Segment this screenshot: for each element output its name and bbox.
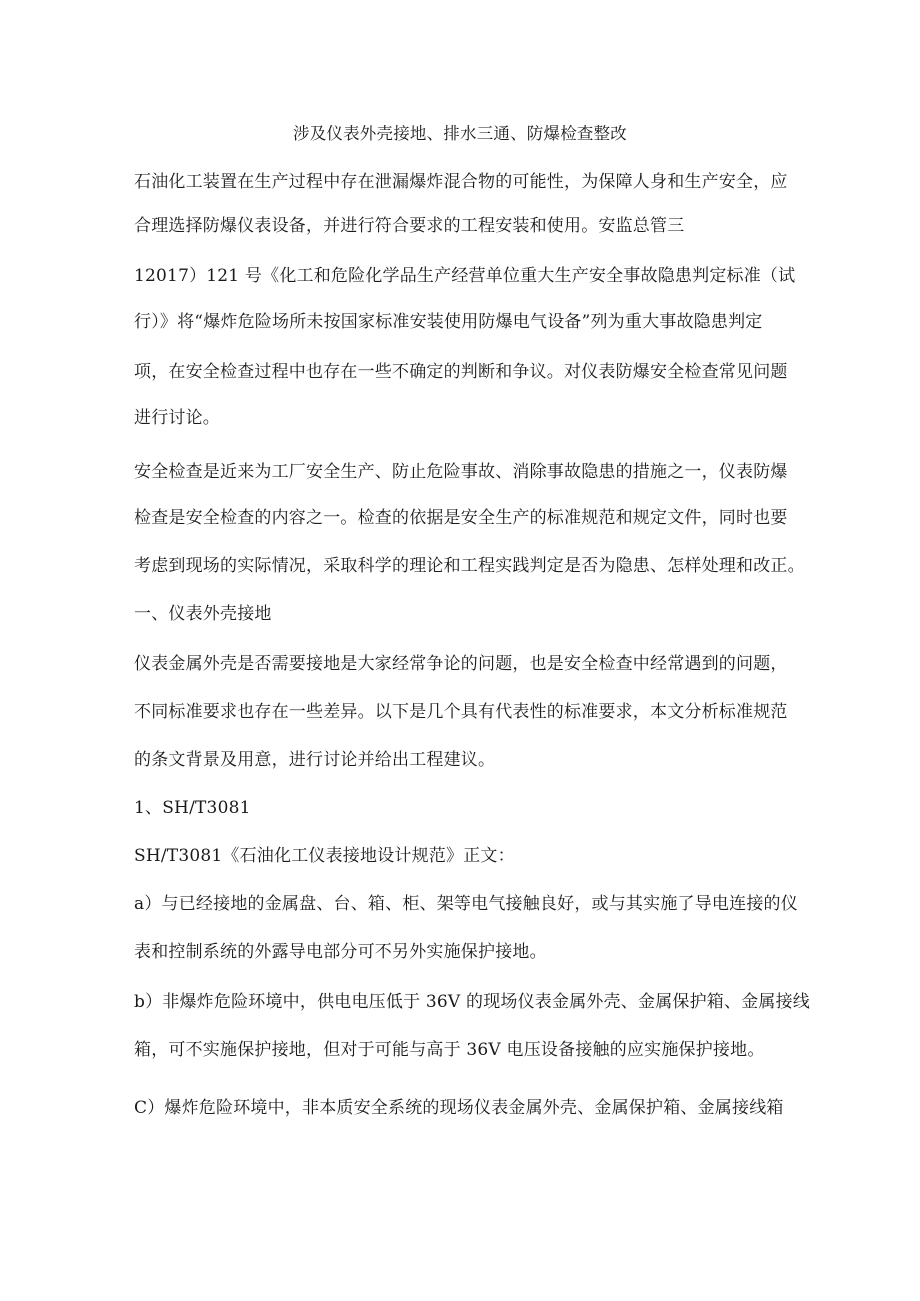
document-title: 涉及仪表外壳接地、排水三通、防爆检查整改 bbox=[293, 124, 627, 143]
text-line: 合理选择防爆仪表设备，并进行符合要求的工程安装和使用。安监总管三 bbox=[134, 216, 685, 236]
text-line: 表和控制系统的外露导电部分可不另外实施保护接地。 bbox=[134, 942, 547, 962]
text-line: 不同标准要求也存在一些差异。以下是几个具有代表性的标准要求，本文分析标准规范 bbox=[134, 702, 788, 722]
text-line: 行）》将“爆炸危险场所未按国家标准安装使用防爆电气设备”列为重大事故隐患判定 bbox=[134, 312, 763, 332]
text-line: 的条文背景及用意，进行讨论并给出工程建议。 bbox=[134, 750, 496, 770]
text-line: C）爆炸危险环境中，非本质安全系统的现场仪表金属外壳、金属保护箱、金属接线箱 bbox=[134, 1098, 784, 1118]
text-line: 仪表金属外壳是否需要接地是大家经常争论的问题，也是安全检查中经常遇到的问题， bbox=[134, 654, 788, 674]
text-line: 项，在安全检查过程中也存在一些不确定的判断和争议。对仪表防爆安全检查常见问题 bbox=[134, 362, 788, 382]
text-line: a）与已经接地的金属盘、台、箱、柜、架等电气接触良好，或与其实施了导电连接的仪 bbox=[134, 894, 798, 914]
text-line: 12017）121 号《化工和危险化学品生产经营单位重大生产安全事故隐患判定标准（试 bbox=[134, 266, 796, 286]
text-line: 考虑到现场的实际情况，采取科学的理论和工程实践判定是否为隐患、怎样处理和改正。 bbox=[134, 556, 805, 576]
text-line: 安全检查是近来为工厂安全生产、防止危险事故、消除事故隐患的措施之一，仪表防爆 bbox=[134, 462, 788, 482]
text-line: 石油化工装置在生产过程中存在泄漏爆炸混合物的可能性，为保障人身和生产安全，应 bbox=[134, 172, 788, 192]
text-line: 箱，可不实施保护接地，但对于可能与高于 36V 电压设备接触的应实施保护接地。 bbox=[134, 1040, 765, 1060]
standard-intro: SH/T3081《石油化工仪表接地设计规范》正文： bbox=[134, 846, 515, 866]
subsection-heading: 1、SH/T3081 bbox=[134, 798, 251, 818]
text-line: 进行讨论。 bbox=[134, 408, 220, 428]
section-heading: 一、仪表外壳接地 bbox=[134, 604, 272, 624]
text-line: b）非爆炸危险环境中，供电电压低于 36V 的现场仪表金属外壳、金属保护箱、金属接线 bbox=[134, 992, 810, 1012]
text-line: 检查是安全检查的内容之一。检查的依据是安全生产的标准规范和规定文件，同时也要 bbox=[134, 508, 788, 528]
